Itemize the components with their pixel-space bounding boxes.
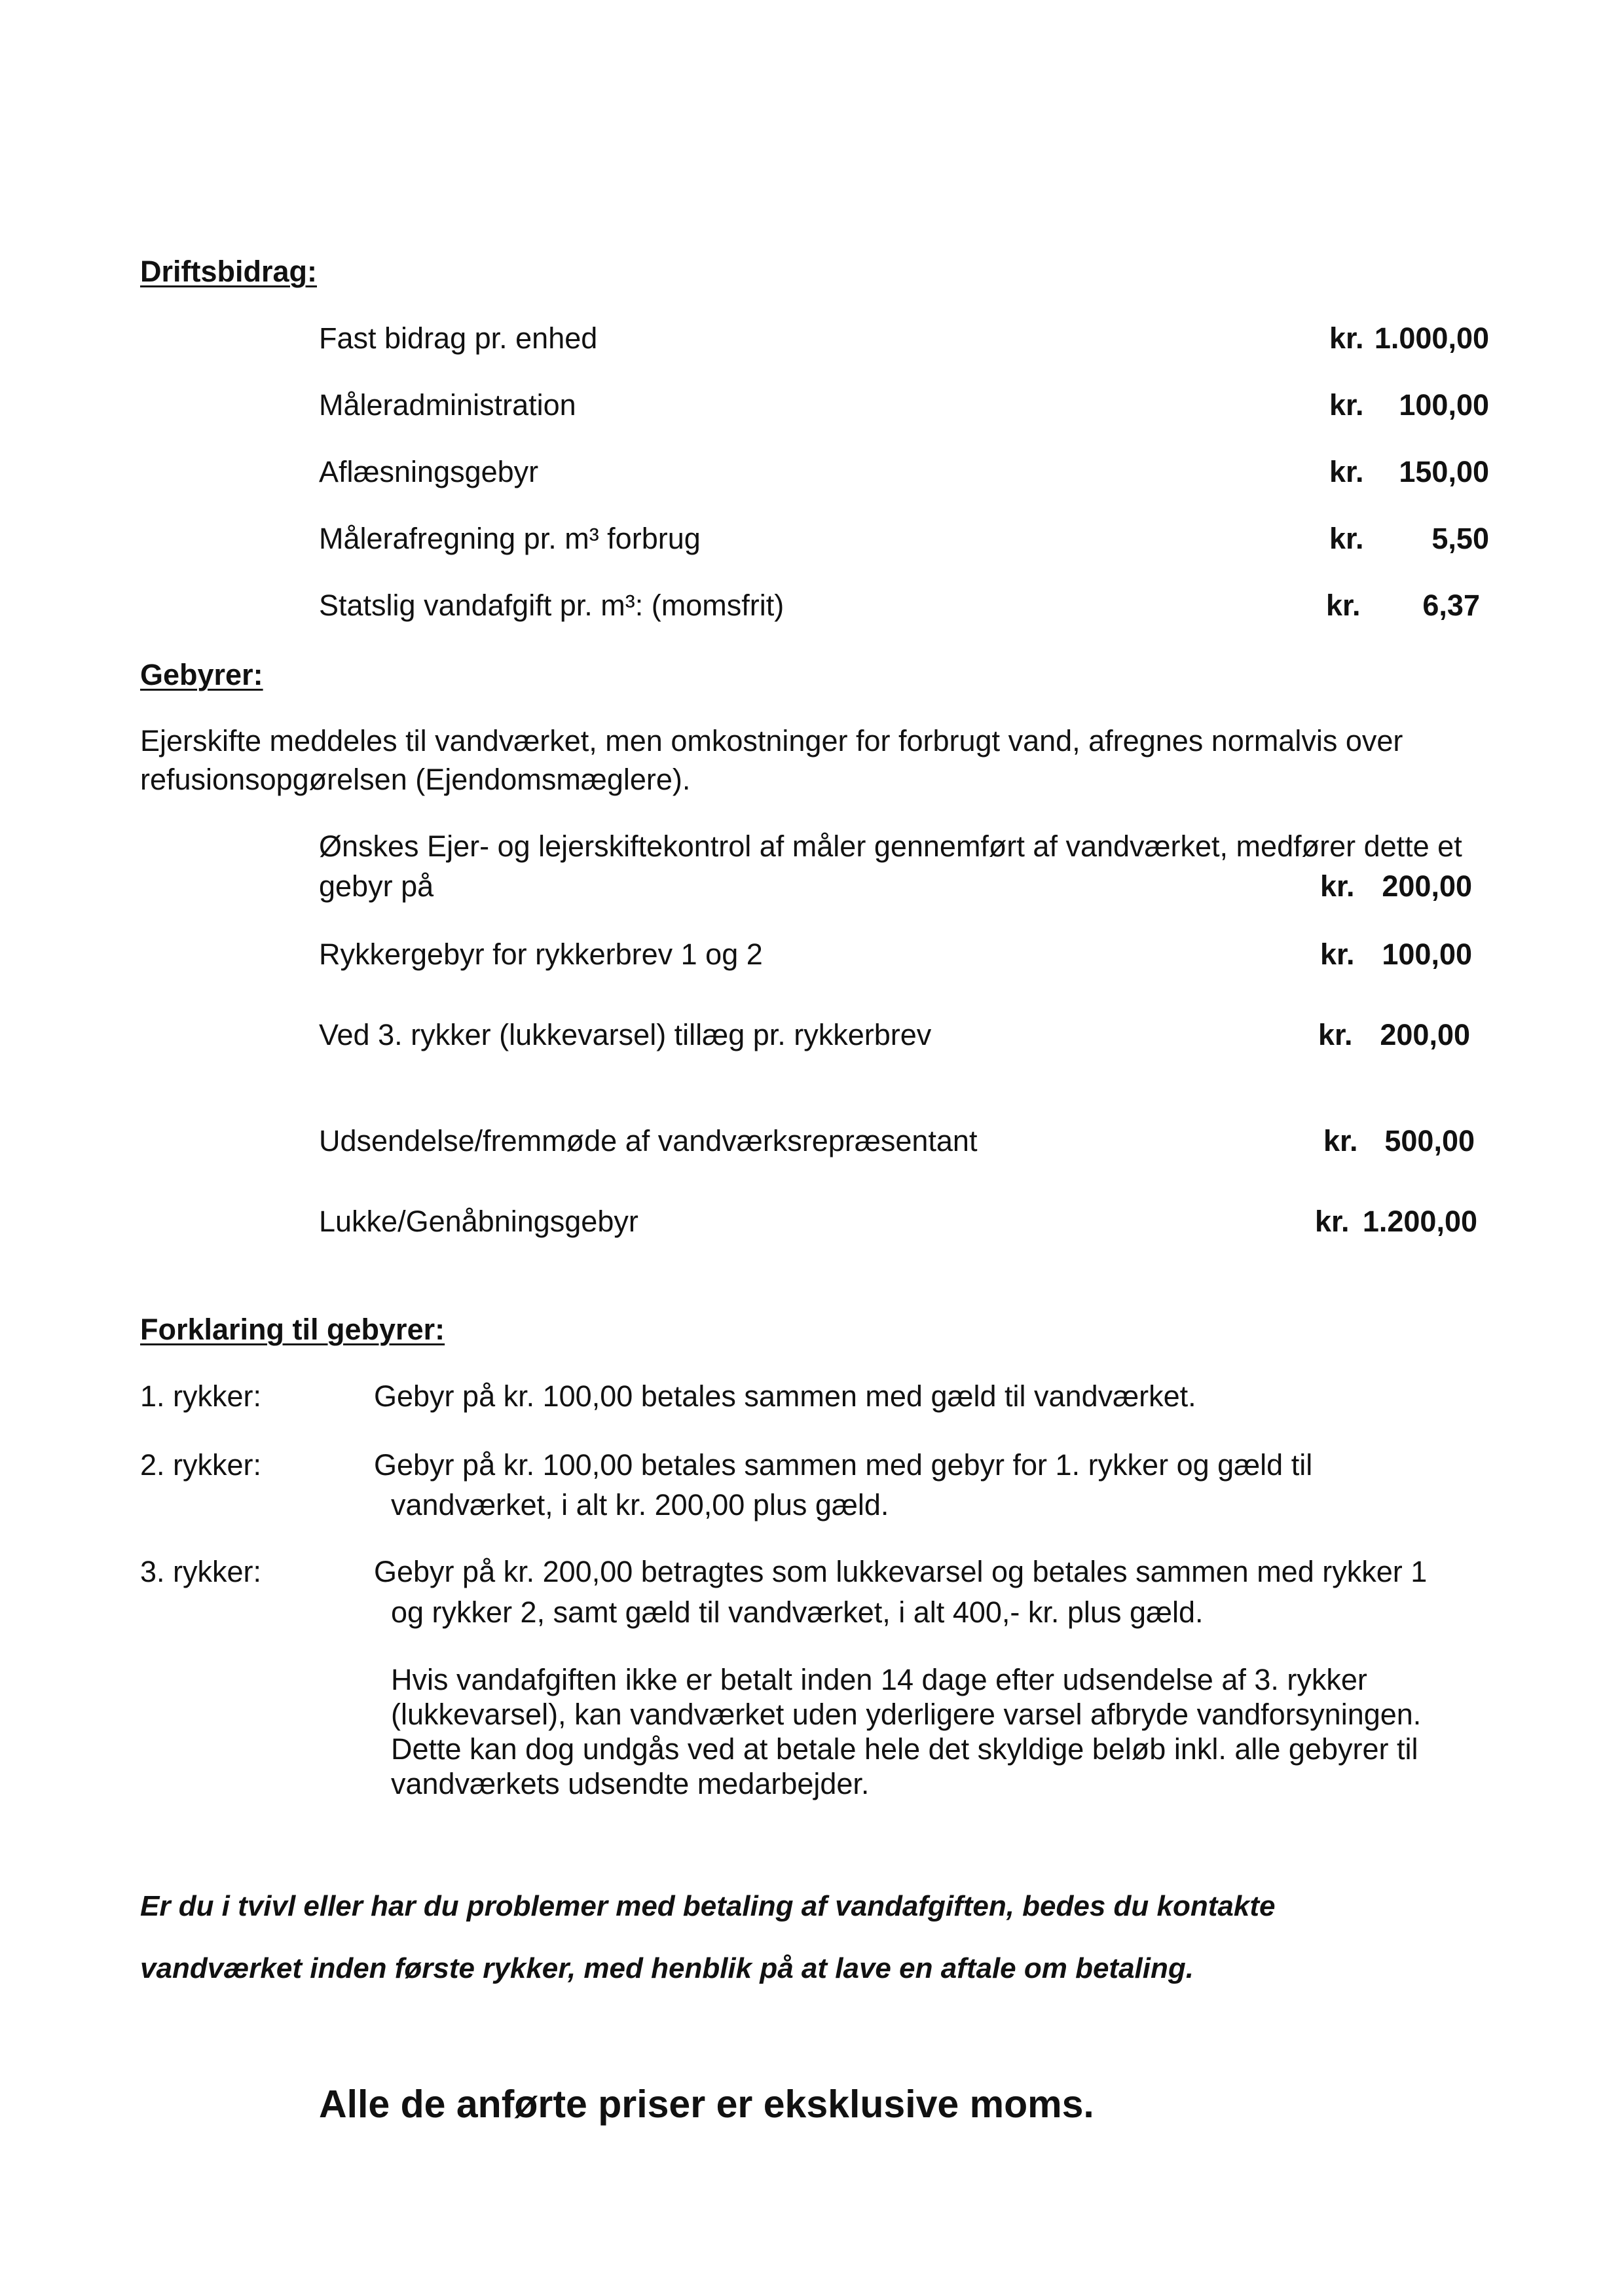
ejerskifte-line-1: Ejerskifte meddeles til vandværket, men omkostninger for forbrugt vand, afregnes normalvis over [140,724,1403,757]
malerafregning-amount: 5,50 [1431,522,1489,555]
maleradministration-currency: kr. [1329,388,1364,422]
statslig-vandafgift-label: Statslig vandafgift pr. m³: (momsfrit) [319,589,784,622]
tredje-rykker-label: Ved 3. rykker (lukkevarsel) tillæg pr. rykkerbrev [319,1018,932,1051]
maleradministration-label: Måleradministration [319,388,576,422]
tredje-rykker-currency: kr. [1318,1018,1353,1051]
fast-bidrag-currency: kr. [1329,321,1364,355]
note-line-3: Dette kan dog undgås ved at betale hele det skyldige beløb inkl. alle gebyrer til [391,1732,1418,1766]
rykker-2-term: 2. rykker: [140,1448,262,1482]
lukke-genaabning-label: Lukke/Genåbningsgebyr [319,1205,638,1238]
kontrol-line-1: Ønskes Ejer- og lejerskiftekontrol af måler gennemført af vandværket, medfører dette et [319,829,1462,863]
malerafregning-label: Målerafregning pr. m³ forbrug [319,522,701,555]
fast-bidrag-amount: 1.000,00 [1374,321,1489,355]
aflaesningsgebyr-amount: 150,00 [1399,455,1489,488]
rykker-2-text-line-1: Gebyr på kr. 100,00 betales sammen med gebyr for 1. rykker og gæld til [374,1448,1313,1482]
lukke-genaabning-currency: kr. [1315,1205,1350,1238]
aflaesningsgebyr-currency: kr. [1329,455,1364,488]
contact-notice-line-2: vandværket inden første rykker, med henblik på at lave en aftale om betaling. [140,1952,1194,1984]
malerafregning-currency: kr. [1329,522,1364,555]
statslig-vandafgift-currency: kr. [1326,589,1361,622]
contact-notice-line-1: Er du i tvivl eller har du problemer med betaling af vandafgiften, bedes du kontakte [140,1890,1276,1922]
kontrol-amount: 200,00 [1382,869,1472,903]
udsendelse-label: Udsendelse/fremmøde af vandværksrepræsentant [319,1124,978,1157]
rykker-2-text-line-2: vandværket, i alt kr. 200,00 plus gæld. [391,1488,889,1522]
rykkergebyr-label: Rykkergebyr for rykkerbrev 1 og 2 [319,938,763,971]
moms-note: Alle de anførte priser er eksklusive moms. [319,2083,1094,2126]
note-line-2: (lukkevarsel), kan vandværket uden yderligere varsel afbryde vandforsyningen. [391,1698,1422,1731]
note-line-4: vandværkets udsendte medarbejder. [391,1767,870,1800]
aflaesningsgebyr-label: Aflæsningsgebyr [319,455,539,488]
statslig-vandafgift-amount: 6,37 [1422,589,1480,622]
forklaring-heading: Forklaring til gebyrer: [140,1313,445,1346]
kontrol-line-2: gebyr på [319,869,434,903]
tredje-rykker-amount: 200,00 [1380,1018,1470,1051]
udsendelse-currency: kr. [1323,1124,1358,1157]
rykker-1-text: Gebyr på kr. 100,00 betales sammen med gæld til vandværket. [374,1379,1196,1413]
rykker-3-text-line-1: Gebyr på kr. 200,00 betragtes som lukkevarsel og betales sammen med rykker 1 [374,1555,1428,1588]
udsendelse-amount: 500,00 [1384,1124,1475,1157]
rykkergebyr-amount: 100,00 [1382,938,1472,971]
rykker-3-text-line-2: og rykker 2, samt gæld til vandværket, i alt 400,- kr. plus gæld. [391,1595,1204,1629]
note-line-1: Hvis vandafgiften ikke er betalt inden 14 dage efter udsendelse af 3. rykker [391,1663,1367,1696]
driftsbidrag-heading: Driftsbidrag: [140,255,317,288]
lukke-genaabning-amount: 1.200,00 [1362,1205,1477,1238]
kontrol-currency: kr. [1320,869,1355,903]
rykkergebyr-currency: kr. [1320,938,1355,971]
rykker-1-term: 1. rykker: [140,1379,262,1413]
fast-bidrag-label: Fast bidrag pr. enhed [319,321,598,355]
maleradministration-amount: 100,00 [1399,388,1489,422]
ejerskifte-line-2: refusionsopgørelsen (Ejendomsmæglere). [140,763,691,796]
gebyrer-heading: Gebyrer: [140,658,263,691]
rykker-3-term: 3. rykker: [140,1555,262,1588]
